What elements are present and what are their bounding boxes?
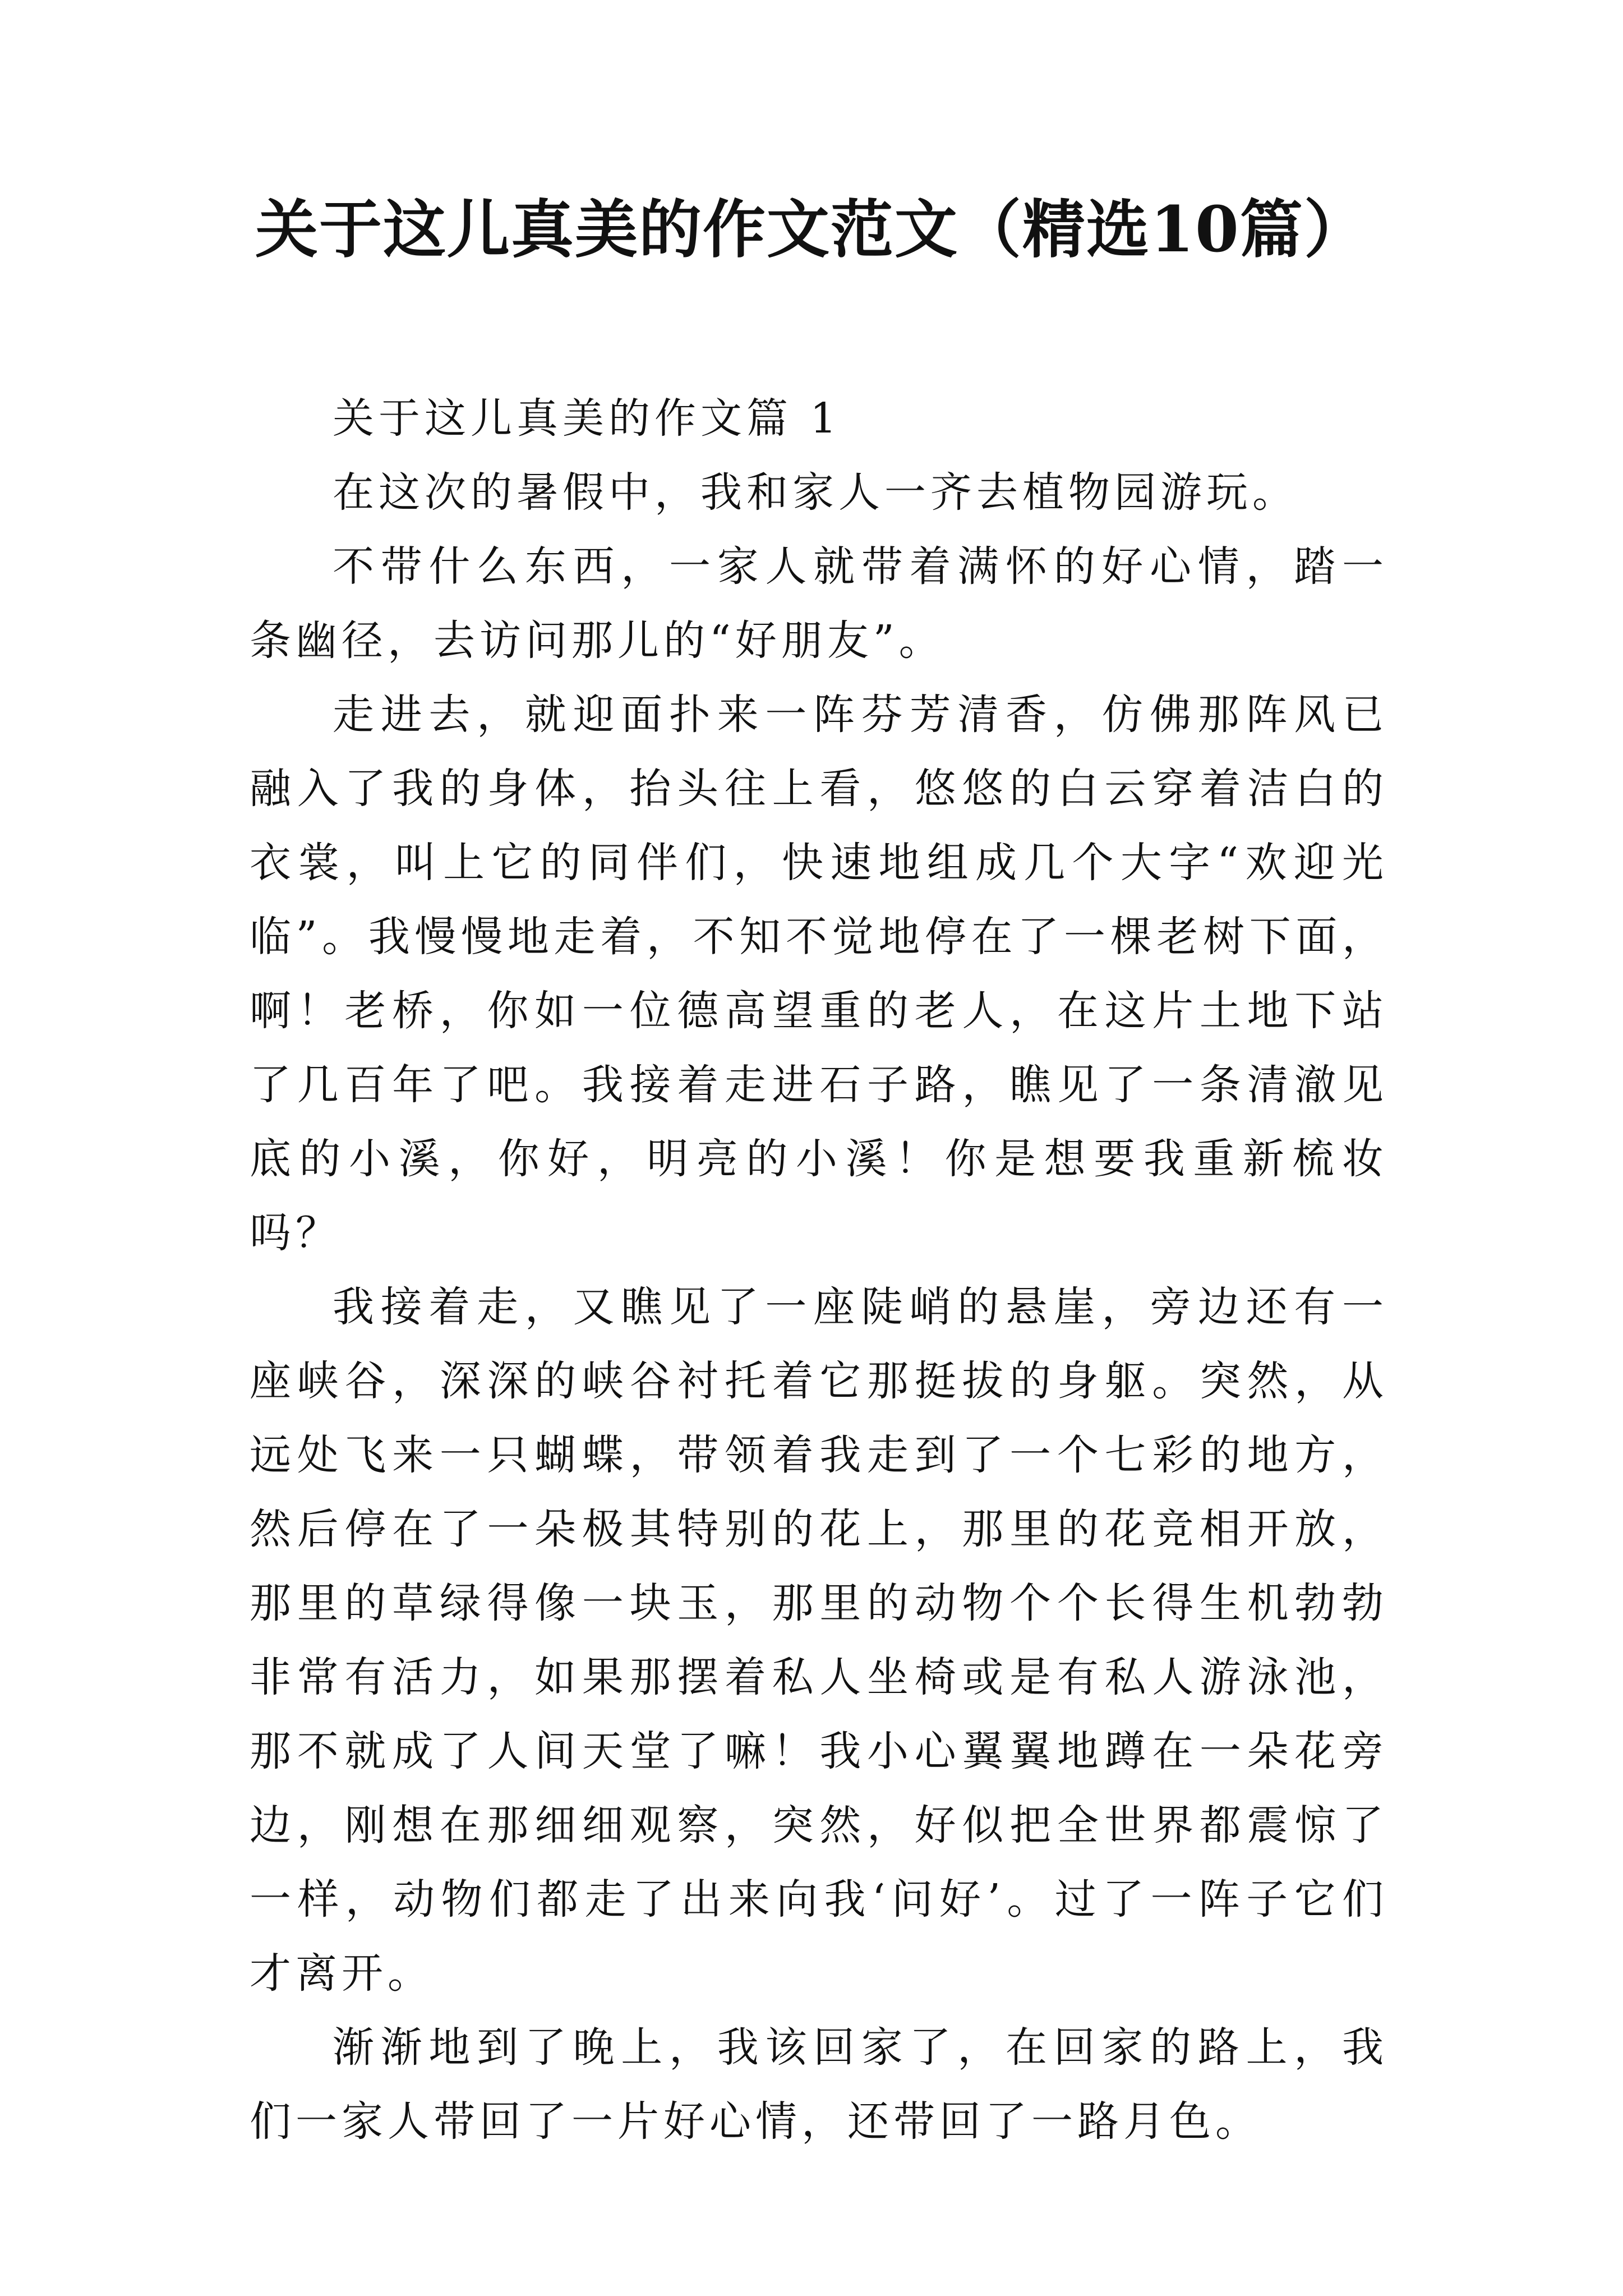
paragraph: 不带什么东西，一家人就带着满怀的好心情，踏一条幽径，去访问那儿的“好朋友”。 <box>250 542 1388 665</box>
paragraph: 我接着走，又瞧见了一座陡峭的悬崖，旁边还有一座峡谷，深深的峡谷衬托着它那挺拔的身躯。突然，从远处飞来一只蝴蝶，带领着我走到了一个七彩的地方，然后停在了一朵极其特别的花上，那里的花竞相开放，那里的草绿得像一块玉，那里的动物个个长得生机勃勃非常有活力，如果那摆着私人坐椅或是有私人游泳池，那不就成了人间天堂了嘛！我小心翼翼地蹲在一朵花旁边，刚想在那细细观察，突然，好似把全世界都震惊了一样，动物们都走了出来向我‘问好’。过了一阵子它们才离开。 <box>250 1283 1388 1998</box>
document-body <box>250 381 1388 2159</box>
paragraph: 在这次的暑假中，我和家人一齐去植物园游玩。 <box>333 468 1298 517</box>
document-title: 关于这儿真美的作文范文（精选10篇） <box>255 193 1368 266</box>
section-heading: 关于这儿真美的作文篇 1 <box>333 394 841 443</box>
paragraph: 走进去，就迎面扑来一阵芬芳清香，仿佛那阵风已融入了我的身体，抬头往上看，悠悠的白云穿着洁白的衣裳，叫上它的同伴们，快速地组成几个大字“欢迎光临”。我慢慢地走着，不知不觉地停在了一棵老树下面，啊！老桥，你如一位德高望重的老人，在这片土地下站了几百年了吧。我接着走进石子路，瞧见了一条清澈见底的小溪，你好，明亮的小溪！你是想要我重新梳妆吗？ <box>250 691 1388 1257</box>
paragraph: 渐渐地到了晚上，我该回家了，在回家的路上，我们一家人带回了一片好心情，还带回了一路月色。 <box>250 2023 1388 2146</box>
